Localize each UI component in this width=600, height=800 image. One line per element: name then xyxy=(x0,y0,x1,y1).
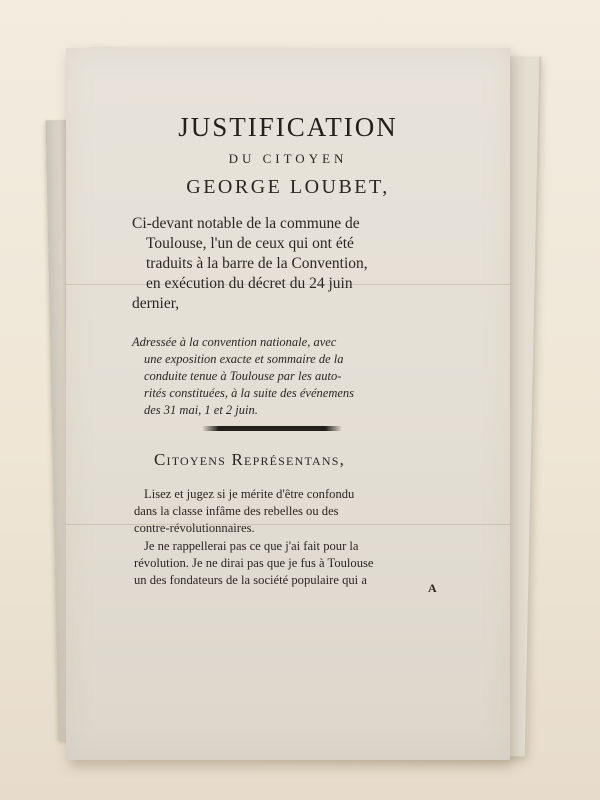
address-line: une exposition exacte et sommaire de la xyxy=(144,352,344,366)
body-line: Je ne rappellerai pas ce que j'ai fait pour la xyxy=(144,538,359,553)
description-line: dernier, xyxy=(132,295,180,312)
body-line: contre-révolutionnaires. xyxy=(134,521,255,536)
address-line: des 31 mai, 1 et 2 juin. xyxy=(144,403,258,417)
description-line: en exécution du décret du 24 juin xyxy=(146,275,353,292)
address-line: Adressée à la convention nationale, avec xyxy=(132,335,337,349)
document-title: JUSTIFICATION xyxy=(178,112,398,142)
document-subtitle: DU CITOYEN xyxy=(228,151,348,166)
body-line: révolution. Je ne dirai pas que je fus à Toulouse xyxy=(134,555,374,570)
description-line: Ci-devant notable de la commune de xyxy=(132,215,360,232)
body-text xyxy=(134,486,474,589)
author-name: GEORGE LOUBET, xyxy=(186,176,390,198)
description-line: traduits à la barre de la Convention, xyxy=(146,255,368,272)
pamphlet-cover-page xyxy=(66,48,510,760)
description-line: Toulouse, l'un de ceux qui ont été xyxy=(146,235,354,252)
address-line: conduite tenue à Toulouse par les auto- xyxy=(144,369,342,383)
address-block xyxy=(132,334,472,419)
signature-mark: A xyxy=(428,581,437,595)
address-line: rités constituées, à la suite des événemens xyxy=(144,386,355,400)
description-block xyxy=(132,214,472,314)
body-line: Lisez et jugez si je mérite d'être confondu xyxy=(144,487,355,501)
salutation: Citoyens Représentans, xyxy=(154,450,346,469)
body-line: dans la classe infâme des rebelles ou des xyxy=(134,504,339,519)
ornamental-rule xyxy=(202,426,342,431)
body-line: un des fondateurs de la société populaire qui a xyxy=(134,573,367,588)
